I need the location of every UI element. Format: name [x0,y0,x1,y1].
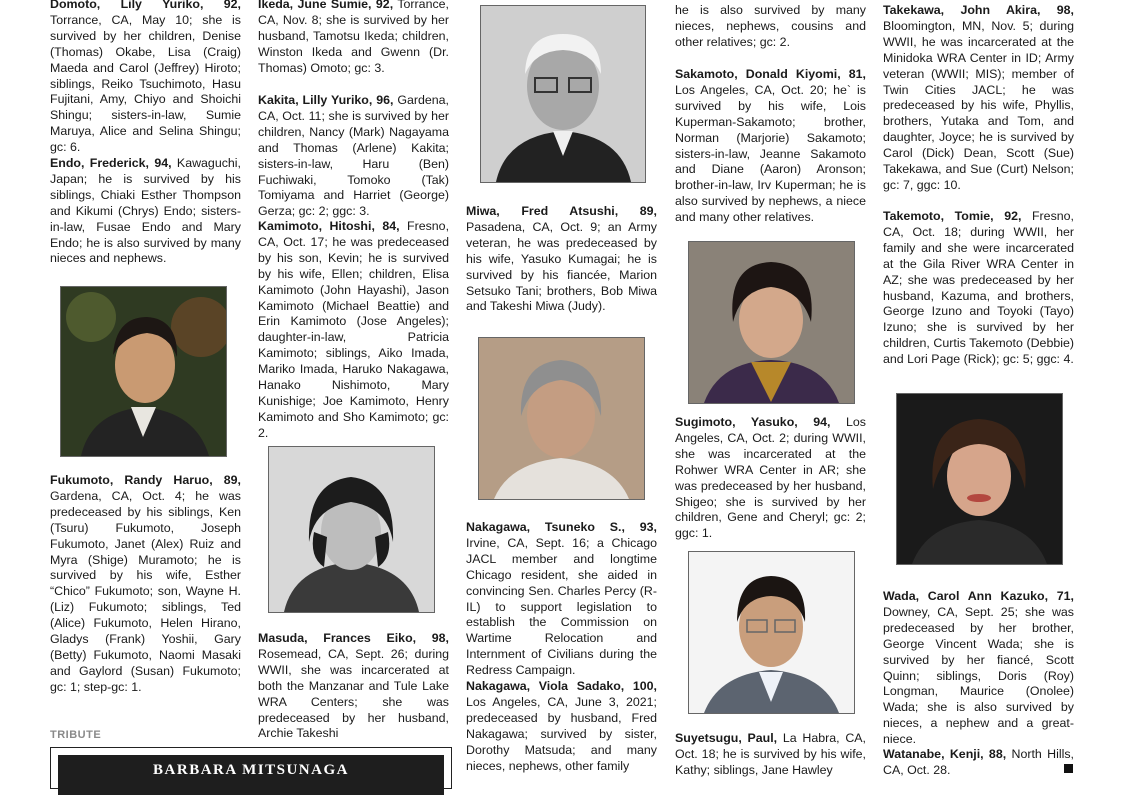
obituary-nakagawa-viola: Nakagawa, Viola Sadako, 100, Los Angeles, CA, June 3, 2021; predeceased by husband, Fred Nakagawa; survived by sister, Dorothy Matsuda; and many nieces, nephews, other family [466,679,657,773]
tribute-title: BARBARA MITSUNAGA [58,755,444,795]
obituary-sakamoto: Sakamoto, Donald Kiyomi, 81, Los Angeles, CA, Oct. 20; he` is survived by his wife, Lois Kuperman-Sakamoto; brother, Norman (Marjorie) Sakamoto; sisters-in-law, Jeanne Sakamoto and Diane (Aaron) Aronson; brother-in-law, Irv Kuperman; he is also survived by nephews, a niece and many other relatives. [675,67,866,225]
obituary-sugimoto: Sugimoto, Yasuko, 94, Los Angeles, CA, Oct. 2; during WWII, she was incarcerated at the Rohwer WRA Center in AR; she was predeceased by her husband, Shigeo; she is survived by her children, Gene and Cheryl; gc: 2; ggc: 1. [675,415,866,541]
obituary-kakita: Kakita, Lilly Yuriko, 96, Gardena, CA, Oct. 11; she is survived by her children, Nancy (Mark) Nagayama and Thomas (Arlene) Kakita; sisters-in-law, Haru (Ben) Fuchiwaki, Tomoko (Tak) Tomiyama and Harriet (George) Gerza; gc: 2; ggc: 3. [258,93,449,219]
obituary-watanabe: Watanabe, Kenji, 88, North Hills, CA, Oct. 28. [883,747,1074,777]
portrait-photo-wada [896,393,1063,565]
portrait-photo-masuda [268,446,435,613]
obituary-masuda: Masuda, Frances Eiko, 98, Rosemead, CA, Sept. 26; during WWII, she was incarcerated at both the Manzanar and Tule Lake WRA Centers; she was predeceased by her husband, Archie Takeshi [258,631,449,741]
tribute-label: TRIBUTE [50,729,102,741]
end-of-section-marker [1064,764,1073,773]
obituary-suyetsugu: Suyetsugu, Paul, La Habra, CA, Oct. 18; he is survived by his wife, Kathy; siblings, Jane Hawley [675,731,866,777]
obituary-continued-text: he is also survived by many nieces, nephews, cousins and other relatives; gc: 2. [675,3,866,49]
obituary-nakagawa-tsuneko: Nakagawa, Tsuneko S., 93, Irvine, CA, Sept. 16; a Chicago JACL member and longtime Chicago resident, she aided in convincing Sen. Charles Percy (R-IL) to support legislation to establish the Commission on Wartime Relocation and Internment of Civilians during the Redress Campaign. [466,520,657,678]
obituary-domoto: Domoto, Lily Yuriko, 92, Torrance, CA, May 10; she is survived by her children, Denise (Thomas) Okabe, Lisa (Craig) Maeda and Carol (Jeffrey) Hiroto; siblings, Reiko Tsuchimoto, Hasu Fujitani, Amy, Chiyo and Shoichi Shingu; sisters-in-law, Sumie Maruya, Alice and Selina Shingu; gc: 6. [50,0,241,155]
portrait-photo-nakagawa-tsuneko [478,337,645,500]
obituary-takemoto: Takemoto, Tomie, 92, Fresno, CA, Oct. 18; during WWII, her family and she were incarcerated at the Gila River WRA Center in AZ; she was predeceased by her husband, Kazuma, and brothers, George Izuno and Toyoki (Tayo) Izuno; she is survived by her children, Curtis Takemoto (Debbie) and Lori Page (Rick); gc: 5; ggc: 4. [883,209,1074,367]
portrait-photo-suyetsugu [688,551,855,714]
tribute-box [50,747,452,789]
portrait-photo-fukumoto [60,286,227,457]
obituary-fukumoto: Fukumoto, Randy Haruo, 89, Gardena, CA, Oct. 4; he was predeceased by his siblings, Ken (Tsuru) Fukumoto, Joseph Fukumoto, Janet (Alex) Ruiz and Myra (Shige) Muramoto; he is survived by his wife, Esther “Chico” Fukumoto; son, Wayne H. (Liz) Fukumoto; siblings, Ted (Alice) Fukumoto, Helen Hirano, Gladys (Frank) Yoshii, Gary (Betty) Fukumoto, Naomi Masaki and Gaylord (Susan) Fukumoto; gc: 1; step-gc: 1. [50,473,241,694]
portrait-photo-miwa [480,5,646,183]
obituary-wada: Wada, Carol Ann Kazuko, 71, Downey, CA, Sept. 25; she was predeceased by her brother, George Vincent Wada; she is survived by her fiancé, Scott Quinn; siblings, Doris (Roy) Longman, Maurice (Onolee) Wada; she is also survived by nieces, a nephew and a great-niece. [883,589,1074,747]
obituary-kamimoto: Kamimoto, Hitoshi, 84, Fresno, CA, Oct. 17; he was predeceased by his son, Kevin; he is survived by his wife, Ellen; children, Elisa Kamimoto (John Hayashi), Jason Kamimoto (Michael Beattie) and Erin Kamimoto (Jose Angeles); daughter-in-law, Patricia Kamimoto; siblings, Aiko Imada, Mariko Imada, Haruko Nakagawa, Hanako Nishimoto, Mary Kunishige; Joe Kamimoto, Henry Kamimoto and Sho Kamimoto; gc: 2. [258,219,450,440]
obituary-takekawa: Takekawa, John Akira, 98, Bloomington, MN, Nov. 5; during WWII, he was incarcerated at the Minidoka WRA Center in ID; Army veteran (WWII; MIS); member of Twin Cities JACL; he was predeceased by his wife, Phyllis, brothers, Yutaka and Tom, and daughter, Joyce; he is survived by Carol (Dick) Dean, Scott (Sue) Takekawa, and Sue (Curt) Nelson; gc: 7, ggc: 10. [883,3,1074,192]
portrait-photo-sugimoto [688,241,855,404]
obituary-endo: Endo, Frederick, 94, Kawaguchi, Japan; he is survived by his siblings, Chiaki Esther Thompson and Kikumi (Chrys) Endo; sisters-in-law, Fusae Endo and Mary Endo; he is also survived by many nieces and nephews. [50,156,241,266]
obituary-miwa: Miwa, Fred Atsushi, 89, Pasadena, CA, Oct. 9; an Army veteran, he was predeceased by his wife, Yasuko Kumagai; he is survived by his fiancée, Marion Setsuko Tani; brothers, Bob Miwa and Takeshi Miwa (Judy). [466,204,657,314]
obituary-ikeda: Ikeda, June Sumie, 92, Torrance, CA, Nov. 8; she is survived by her husband, Tamotsu Ikeda; children, Winston Ikeda and Gwenn (Dr. Thomas) Omoto; gc: 3. [258,0,449,75]
